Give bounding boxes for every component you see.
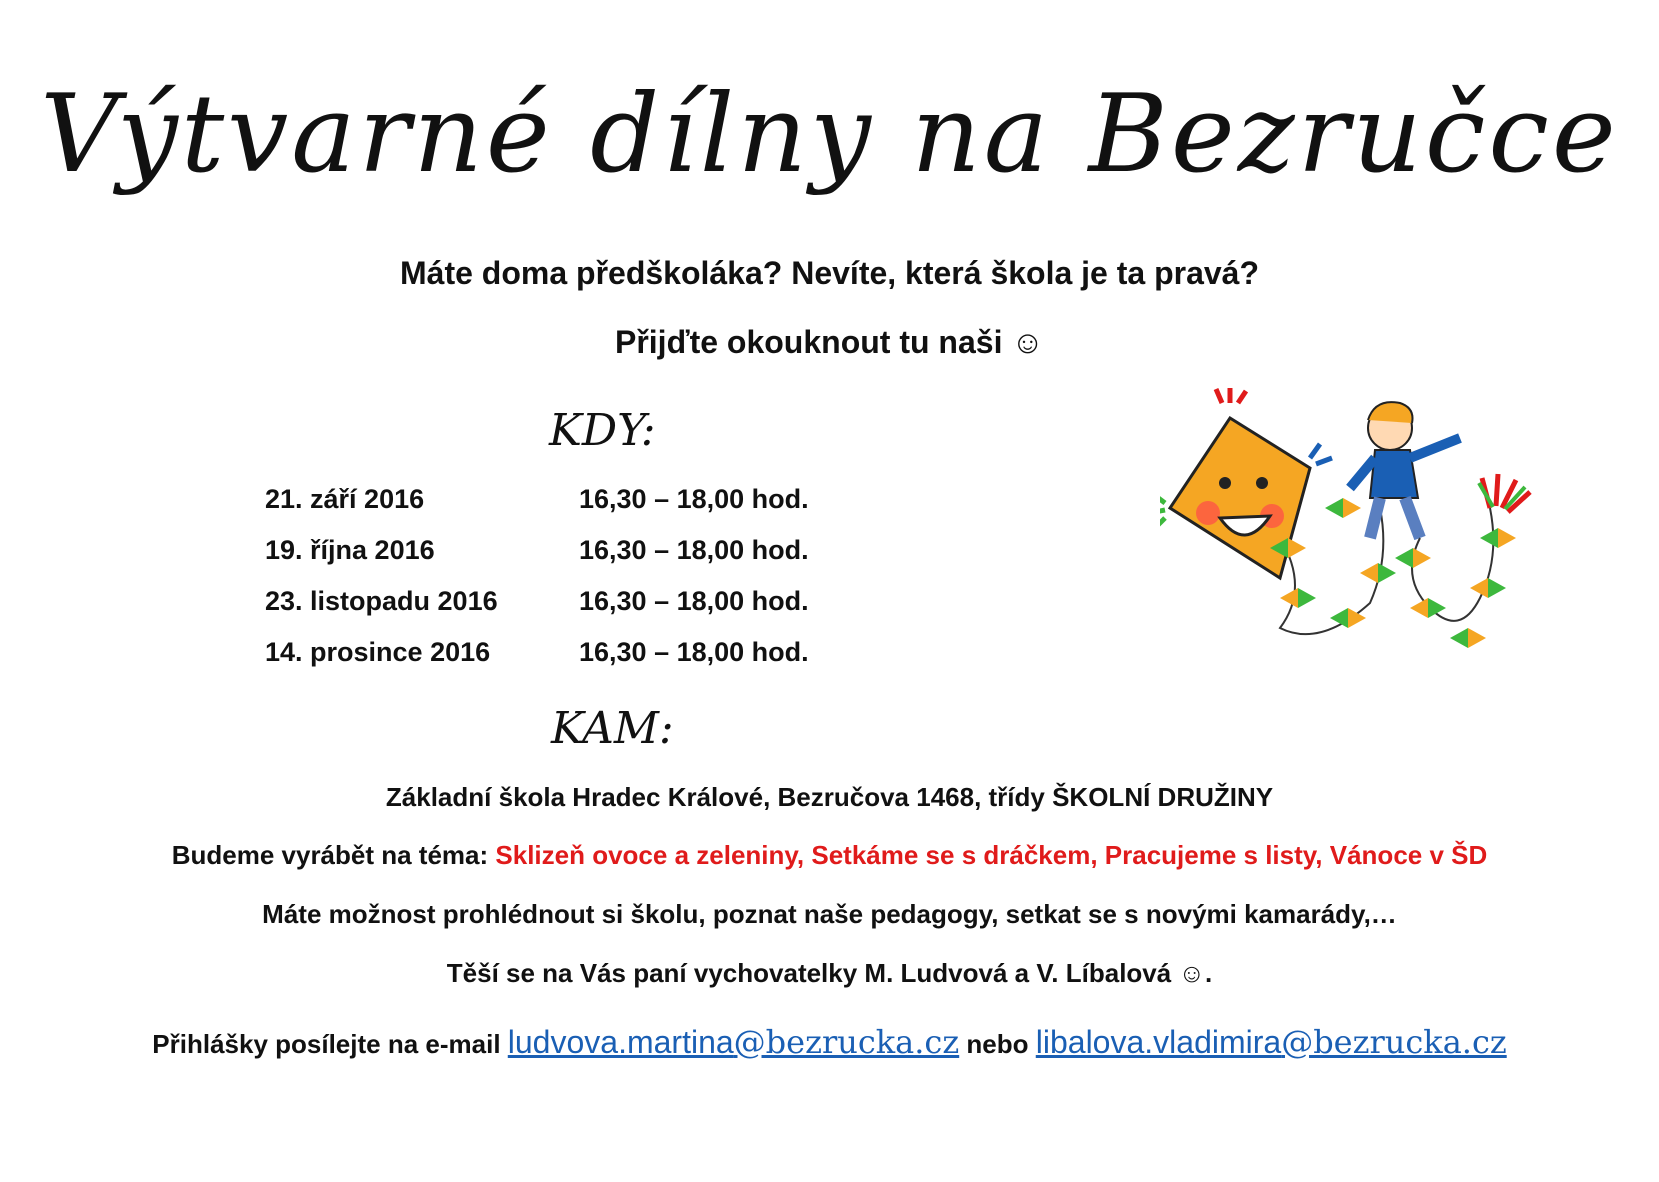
intro-question: Máte doma předškoláka? Nevíte, která škola je ta pravá? <box>399 255 1260 291</box>
email-user: ludvova.martina <box>507 1024 734 1060</box>
schedule-time: 16,30 – 18,00 hod. <box>579 484 809 514</box>
email-domain: @bezrucka.cz <box>733 1023 960 1061</box>
schedule-date: 21. září 2016 <box>265 484 425 514</box>
opportunity-text: Máte možnost prohlédnout si školu, poznat naše pedagogy, setkat se s novými kamarády,… <box>262 899 1397 929</box>
schedule-date: 23. listopadu 2016 <box>265 586 498 616</box>
email-link-libalova[interactable] <box>1036 1024 1507 1060</box>
schedule-time: 16,30 – 18,00 hod. <box>579 535 809 565</box>
where-heading: KAM: <box>551 703 674 754</box>
schedule-time: 16,30 – 18,00 hod. <box>579 586 809 616</box>
tassel-icon <box>1216 388 1246 403</box>
theme-label: Budeme vyrábět na téma: <box>171 840 496 870</box>
theme-topics: Sklizeň ovoce a zeleniny, Setkáme se s dráčkem, Pracujeme s listy, Vánoce v ŠD <box>495 840 1488 870</box>
bow-icon <box>1410 598 1446 618</box>
schedule-time: 16,30 – 18,00 hod. <box>579 637 809 667</box>
signup-label: Přihlášky posílejte na e-mail <box>152 1029 508 1059</box>
bow-icon <box>1360 563 1396 583</box>
boy-hair-icon <box>1368 402 1413 423</box>
address: Základní škola Hradec Králové, Bezručova 1468, třídy ŠKOLNÍ DRUŽINY <box>385 782 1274 812</box>
schedule-date: 14. prosince 2016 <box>265 637 491 667</box>
theme-line <box>0 840 1659 871</box>
kite-cheek-icon <box>1196 501 1220 525</box>
email-domain: @bezrucka.cz <box>1281 1023 1507 1061</box>
intro-invite: Přijďte okouknout tu naši ☺ <box>614 324 1045 360</box>
bow-icon <box>1395 548 1431 568</box>
schedule-date: 19. října 2016 <box>265 535 435 565</box>
email-user: libalova.vladimira <box>1035 1024 1282 1060</box>
closing-text: Těší se na Vás paní vychovatelky M. Ludvová a V. Líbalová ☺. <box>446 958 1213 988</box>
kite-eye-icon <box>1219 477 1231 489</box>
bow-icon <box>1450 628 1486 648</box>
bow-icon <box>1325 498 1361 518</box>
tassel-icon <box>1160 497 1165 526</box>
kite-eye-icon <box>1256 477 1268 489</box>
boy-arm-icon <box>1410 438 1460 458</box>
signup-line <box>0 1023 1659 1061</box>
tassel-icon <box>1310 444 1332 464</box>
page-title: Výtvarné dílny na Bezručce <box>40 72 1619 197</box>
signup-connector: nebo <box>959 1029 1036 1059</box>
kite-boy-illustration <box>1160 388 1570 678</box>
bow-icon <box>1280 588 1316 608</box>
boy-legs-icon <box>1370 498 1420 538</box>
bow-icon <box>1480 528 1516 548</box>
bow-icon <box>1470 578 1506 598</box>
when-heading: KDY: <box>549 405 656 456</box>
email-link-ludvova[interactable] <box>508 1024 959 1060</box>
